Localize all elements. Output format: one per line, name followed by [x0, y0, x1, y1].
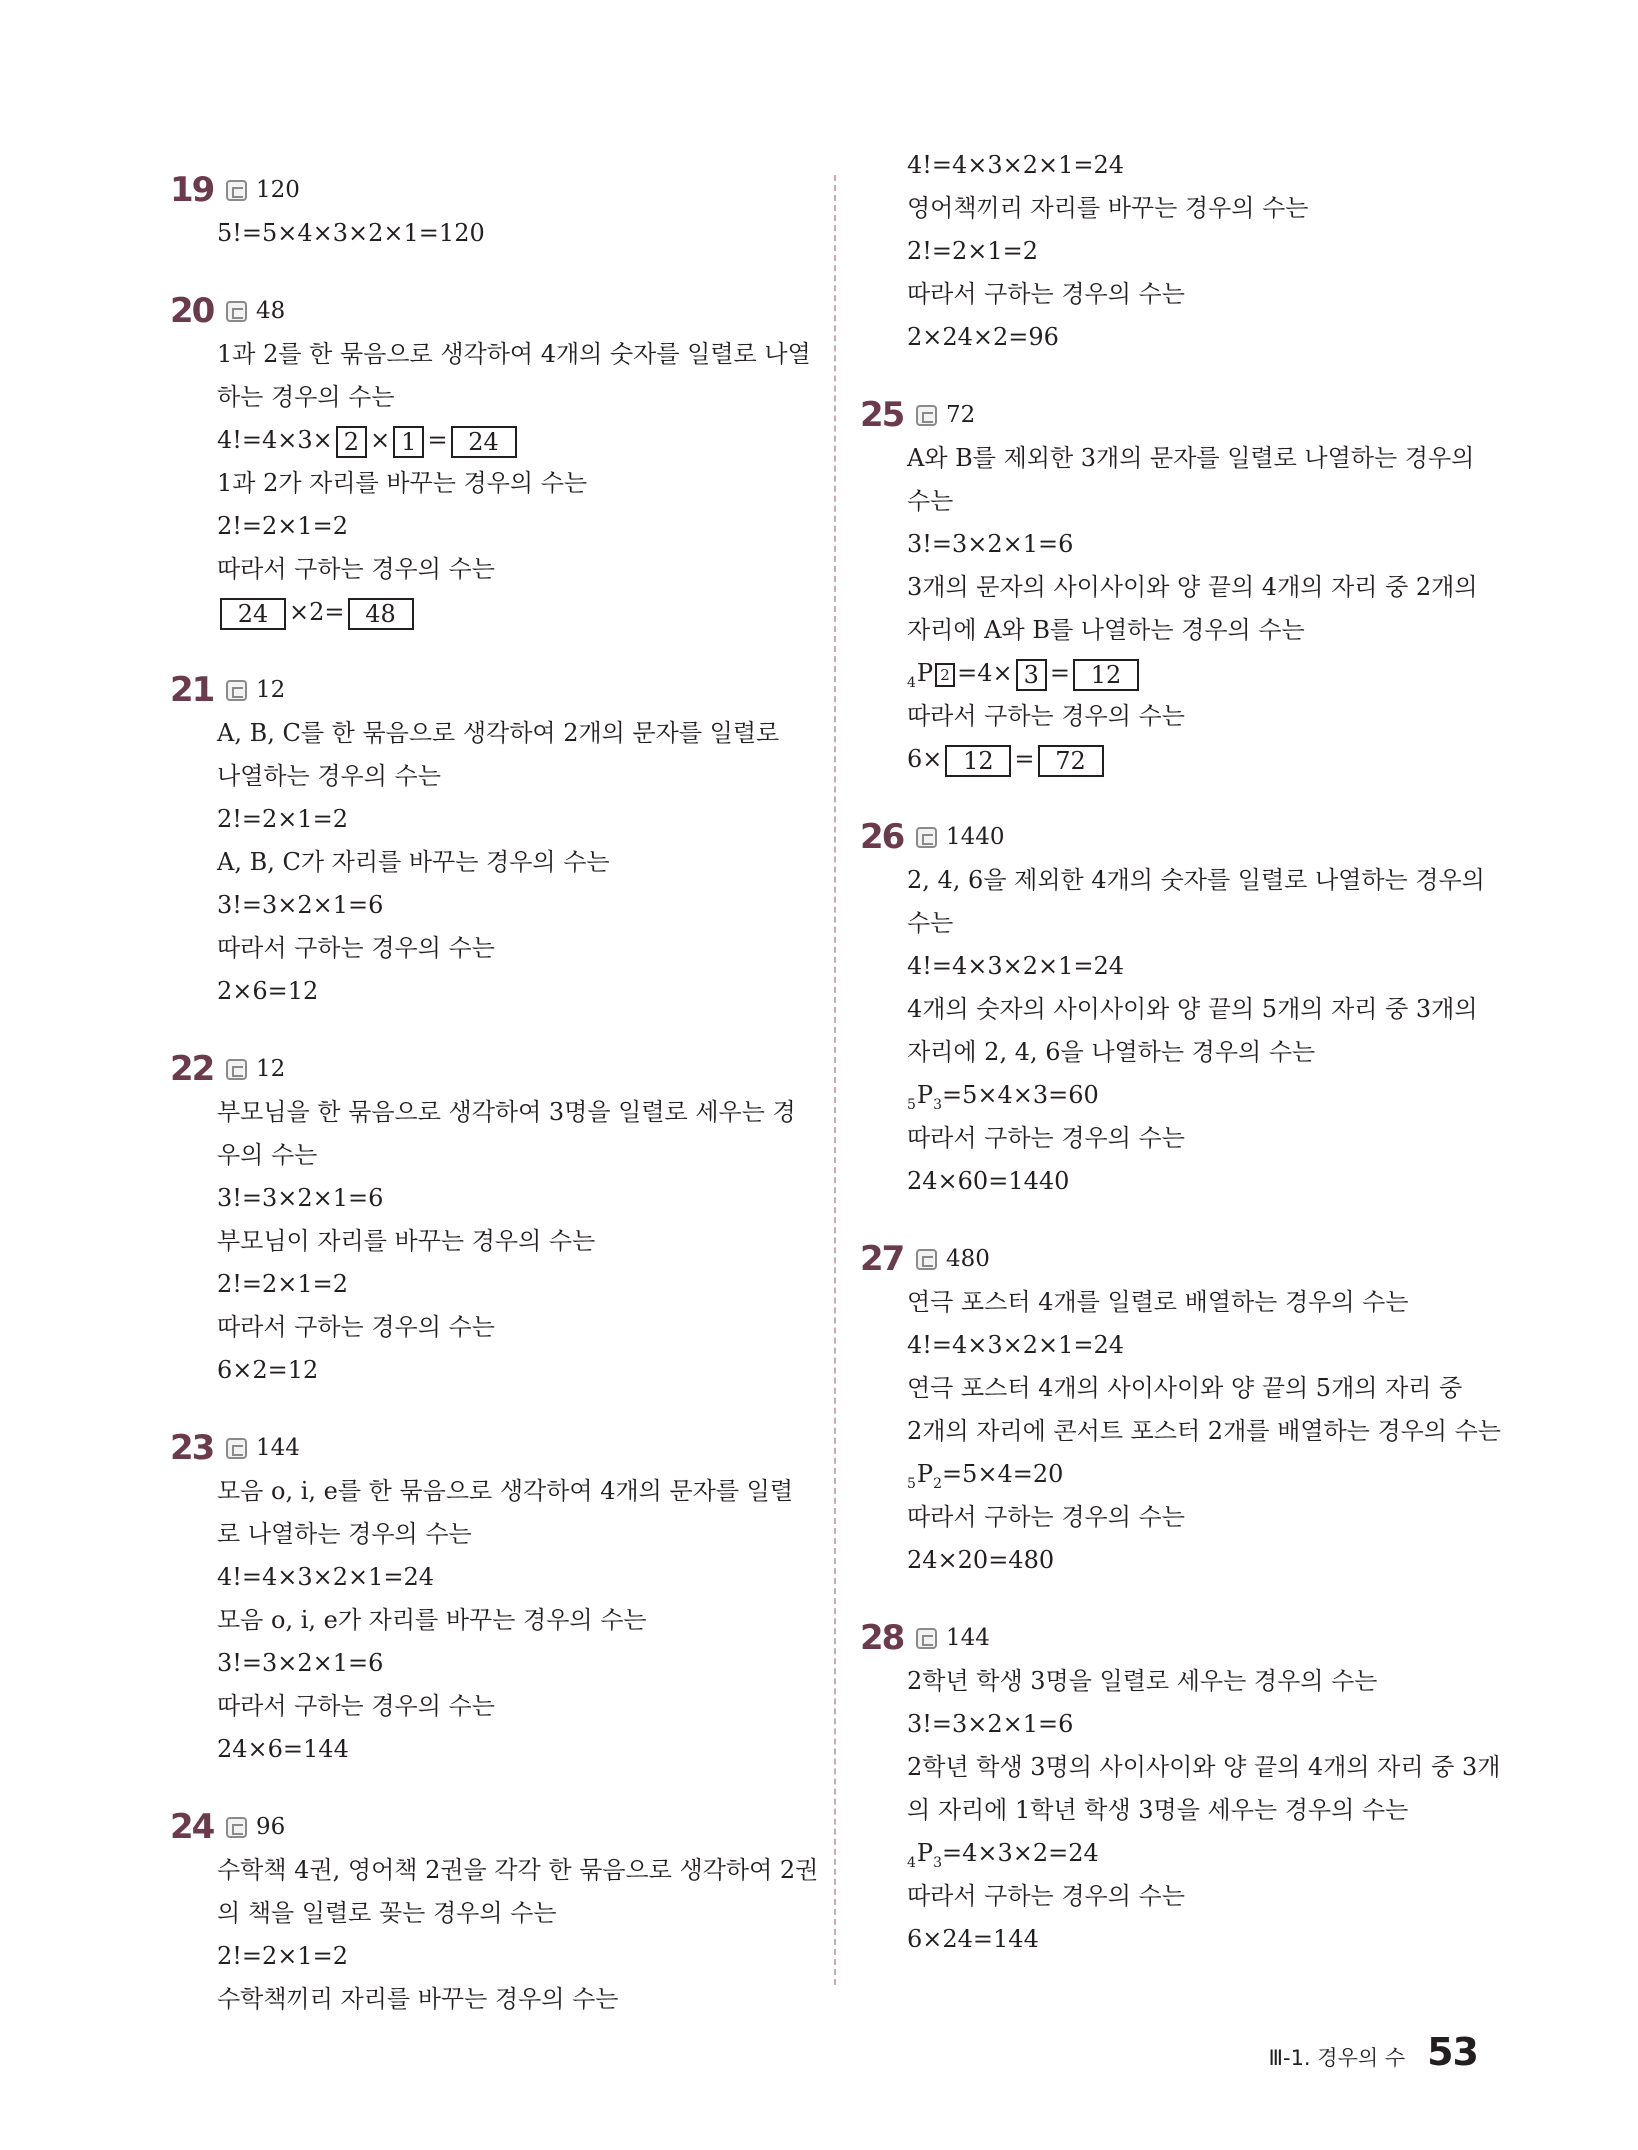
blank-box: 2	[935, 663, 955, 687]
solution-line: 4!=4×3×2×1=24	[907, 151, 1125, 179]
solution-line: 모음 o, i, e를 한 묶음으로 생각하여 4개의 문자를 일렬	[217, 1477, 794, 1505]
solution-line: 3개의 문자의 사이사이와 양 끝의 4개의 자리 중 2개의	[907, 573, 1478, 601]
formula-text: =5×4=20	[942, 1460, 1064, 1488]
solution-line: 3!=3×2×1=6	[217, 1184, 384, 1212]
solution-line: 2!=2×1=2	[907, 237, 1039, 265]
solution-line: 수는	[907, 909, 954, 937]
problem-19	[170, 168, 810, 255]
solution-line: 2!=2×1=2	[217, 1942, 349, 1970]
problem-header	[170, 168, 810, 212]
left-column	[170, 168, 819, 2055]
blank-box: 24	[451, 426, 517, 458]
solution-line: 자리에 2, 4, 6을 나열하는 경우의 수는	[907, 1038, 1316, 1066]
answer-value: 144	[256, 1435, 300, 1461]
formula-text: ×	[370, 426, 391, 454]
solution-line: 2, 4, 6을 제외한 4개의 숫자를 일렬로 나열하는 경우의	[907, 866, 1485, 894]
solution-line: 연극 포스터 4개를 일렬로 배열하는 경우의 수는	[907, 1288, 1409, 1316]
blank-box: 2	[336, 426, 367, 458]
formula-text: ×2=	[289, 598, 345, 626]
solution-line: 따라서 구하는 경우의 수는	[907, 1124, 1185, 1152]
perm-n: 4	[907, 675, 916, 691]
answer-icon	[226, 1817, 247, 1838]
right-column	[860, 151, 1501, 1995]
answer-value: 96	[256, 1814, 286, 1840]
perm-n: 5	[907, 1476, 916, 1492]
problem-header	[170, 1047, 810, 1091]
problem-header	[170, 289, 810, 333]
solution-line: 2!=2×1=2	[217, 805, 349, 833]
problem-number: 28	[860, 1618, 904, 1658]
solution-lines	[860, 144, 1500, 359]
problem-23	[170, 1426, 810, 1771]
problem-header	[860, 393, 1500, 437]
solution-line: 4개의 숫자의 사이사이와 양 끝의 5개의 자리 중 3개의	[907, 995, 1478, 1023]
solution-line: 따라서 구하는 경우의 수는	[217, 1692, 495, 1720]
problem-header	[170, 1426, 810, 1470]
problem-number: 21	[170, 670, 214, 710]
solution-line: 2!=2×1=2	[217, 1270, 349, 1298]
problem-20	[170, 289, 810, 634]
solution-line: 24×20=480	[907, 1546, 1055, 1574]
formula-text: =	[427, 426, 448, 454]
formula-text: =4×3×2=24	[942, 1839, 1099, 1867]
solution-lines	[860, 437, 1500, 781]
solution-line: 부모님을 한 묶음으로 생각하여 3명을 일렬로 세우는 경	[217, 1098, 796, 1126]
answer-icon	[916, 827, 937, 848]
answer-icon	[226, 301, 247, 322]
solution-lines	[860, 1660, 1500, 1961]
solution-line: 6×2=12	[217, 1356, 319, 1384]
solution-line: 수학책끼리 자리를 바꾸는 경우의 수는	[217, 1985, 619, 2013]
section-label: Ⅲ-1. 경우의 수	[1268, 2046, 1406, 2070]
problem-header	[170, 668, 810, 712]
answer-value: 12	[256, 1056, 286, 1082]
formula-text: 4!=4×3×	[217, 426, 333, 454]
solution-line: 영어책끼리 자리를 바꾸는 경우의 수는	[907, 194, 1309, 222]
formula-with-blanks	[217, 419, 810, 462]
solution-lines	[170, 1470, 810, 1771]
solution-line: 1과 2가 자리를 바꾸는 경우의 수는	[217, 469, 588, 497]
solution-line: A, B, C를 한 묶음으로 생각하여 2개의 문자를 일렬로	[217, 719, 780, 747]
solution-line: 6×24=144	[907, 1925, 1039, 1953]
solution-line: 연극 포스터 4개의 사이사이와 양 끝의 5개의 자리 중	[907, 1374, 1463, 1402]
solution-lines	[170, 1091, 810, 1392]
problem-header	[860, 1616, 1500, 1660]
solution-lines	[170, 1849, 819, 2021]
formula-text: =	[1014, 745, 1035, 773]
perm-symbol: P	[916, 1839, 934, 1867]
blank-box: 3	[1016, 659, 1047, 691]
problem-number: 25	[860, 395, 904, 435]
answer-icon	[916, 405, 937, 426]
answer-icon	[226, 1438, 247, 1459]
problem-22	[170, 1047, 810, 1392]
solution-line: 24×60=1440	[907, 1167, 1070, 1195]
problem-number: 19	[170, 170, 214, 210]
answer-icon	[226, 1059, 247, 1080]
problem-header	[170, 1805, 810, 1849]
solution-line: 따라서 구하는 경우의 수는	[907, 1882, 1185, 1910]
permutation-line	[907, 1453, 1500, 1496]
perm-r: 3	[933, 1854, 942, 1871]
answer-value: 72	[946, 402, 976, 428]
solution-lines	[860, 859, 1500, 1203]
solution-line: 1과 2를 한 묶음으로 생각하여 4개의 숫자를 일렬로 나열	[217, 340, 811, 368]
perm-n: 4	[907, 1855, 916, 1871]
solution-lines	[170, 712, 810, 1013]
answer-icon	[916, 1628, 937, 1649]
blank-box: 48	[348, 598, 414, 630]
problem-25	[860, 393, 1500, 781]
answer-value: 144	[946, 1625, 990, 1651]
blank-box: 24	[220, 598, 286, 630]
solution-line: 자리에 A와 B를 나열하는 경우의 수는	[907, 616, 1305, 644]
problem-21	[170, 668, 810, 1013]
problem-header	[860, 1237, 1500, 1281]
blank-box: 12	[945, 745, 1011, 777]
solution-line: 4!=4×3×2×1=24	[907, 1331, 1125, 1359]
solution-line: 따라서 구하는 경우의 수는	[217, 555, 495, 583]
blank-box: 1	[393, 426, 424, 458]
blank-box: 12	[1073, 659, 1139, 691]
solution-line: 2×24×2=96	[907, 323, 1059, 351]
formula-with-blanks	[907, 652, 1500, 695]
solution-line: A, B, C가 자리를 바꾸는 경우의 수는	[217, 848, 610, 876]
formula-with-blanks	[907, 738, 1500, 781]
solution-lines	[860, 1281, 1500, 1582]
perm-symbol: P	[916, 1460, 934, 1488]
solution-line: 우의 수는	[217, 1141, 318, 1169]
solution-line: 로 나열하는 경우의 수는	[217, 1520, 472, 1548]
solution-line: 따라서 구하는 경우의 수는	[217, 934, 495, 962]
page-footer	[1269, 2030, 1478, 2074]
problem-number: 22	[170, 1049, 214, 1089]
problem-header	[860, 815, 1500, 859]
perm-symbol: P	[916, 1081, 934, 1109]
answer-icon	[916, 1249, 937, 1270]
solution-lines	[170, 333, 810, 634]
answer-icon	[226, 680, 247, 701]
problem-28	[860, 1616, 1500, 1961]
formula-text: =	[1049, 659, 1070, 687]
problem-number: 24	[170, 1807, 214, 1847]
perm-n: 5	[907, 1097, 916, 1113]
column-divider	[834, 175, 836, 1985]
solution-line: 2학년 학생 3명을 일렬로 세우는 경우의 수는	[907, 1667, 1378, 1695]
problem-27	[860, 1237, 1500, 1582]
solution-line: 의 책을 일렬로 꽂는 경우의 수는	[217, 1899, 557, 1927]
permutation-line	[907, 1832, 1500, 1875]
solution-line: 의 자리에 1학년 학생 3명을 세우는 경우의 수는	[907, 1796, 1409, 1824]
solution-line: 3!=3×2×1=6	[217, 1649, 384, 1677]
answer-value: 48	[256, 298, 286, 324]
solution-line: A와 B를 제외한 3개의 문자를 일렬로 나열하는 경우의	[907, 444, 1475, 472]
solution-line: 2×6=12	[217, 977, 319, 1005]
problem-number: 23	[170, 1428, 214, 1468]
solution-line: 3!=3×2×1=6	[217, 891, 384, 919]
solution-line: 2학년 학생 3명의 사이사이와 양 끝의 4개의 자리 중 3개	[907, 1753, 1501, 1781]
solution-line: 따라서 구하는 경우의 수는	[907, 280, 1185, 308]
answer-value: 480	[946, 1246, 990, 1272]
solution-lines	[170, 212, 810, 255]
solution-line: 수는	[907, 487, 954, 515]
perm-r: 2	[933, 1475, 942, 1492]
solution-line: 24×6=144	[217, 1735, 349, 1763]
solution-line: 4!=4×3×2×1=24	[907, 952, 1125, 980]
formula-text: =5×4×3=60	[942, 1081, 1099, 1109]
solution-line: 따라서 구하는 경우의 수는	[907, 702, 1185, 730]
solution-line: 2개의 자리에 콘서트 포스터 2개를 배열하는 경우의 수는	[907, 1417, 1501, 1445]
answer-value: 12	[256, 677, 286, 703]
solution-line: 3!=3×2×1=6	[907, 530, 1074, 558]
answer-value: 1440	[946, 824, 1005, 850]
blank-box: 72	[1038, 745, 1104, 777]
formula-with-blanks	[217, 591, 810, 634]
perm-symbol: P	[916, 659, 934, 687]
solution-line: 부모님이 자리를 바꾸는 경우의 수는	[217, 1227, 596, 1255]
solution-line: 수학책 4권, 영어책 2권을 각각 한 묶음으로 생각하여 2권	[217, 1856, 819, 1884]
solution-line: 2!=2×1=2	[217, 512, 349, 540]
page-number: 53	[1427, 2030, 1478, 2074]
solution-line: 따라서 구하는 경우의 수는	[217, 1313, 495, 1341]
solution-line: 하는 경우의 수는	[217, 383, 395, 411]
formula-text: =4×	[957, 659, 1013, 687]
solution-line: 5!=5×4×3×2×1=120	[217, 219, 485, 247]
perm-r: 3	[933, 1096, 942, 1113]
problem-number: 27	[860, 1239, 904, 1279]
problem-24	[170, 1805, 819, 2021]
problem-number: 20	[170, 291, 214, 331]
solution-line: 4!=4×3×2×1=24	[217, 1563, 435, 1591]
solution-line: 따라서 구하는 경우의 수는	[907, 1503, 1185, 1531]
problem-26	[860, 815, 1500, 1203]
solution-line: 나열하는 경우의 수는	[217, 762, 441, 790]
solution-line: 3!=3×2×1=6	[907, 1710, 1074, 1738]
problem-number: 26	[860, 817, 904, 857]
answer-value: 120	[256, 177, 300, 203]
formula-text: 6×	[907, 745, 943, 773]
problem-24-continued	[860, 144, 1500, 359]
answer-icon	[226, 180, 247, 201]
solution-line: 모음 o, i, e가 자리를 바꾸는 경우의 수는	[217, 1606, 647, 1634]
permutation-line	[907, 1074, 1500, 1117]
